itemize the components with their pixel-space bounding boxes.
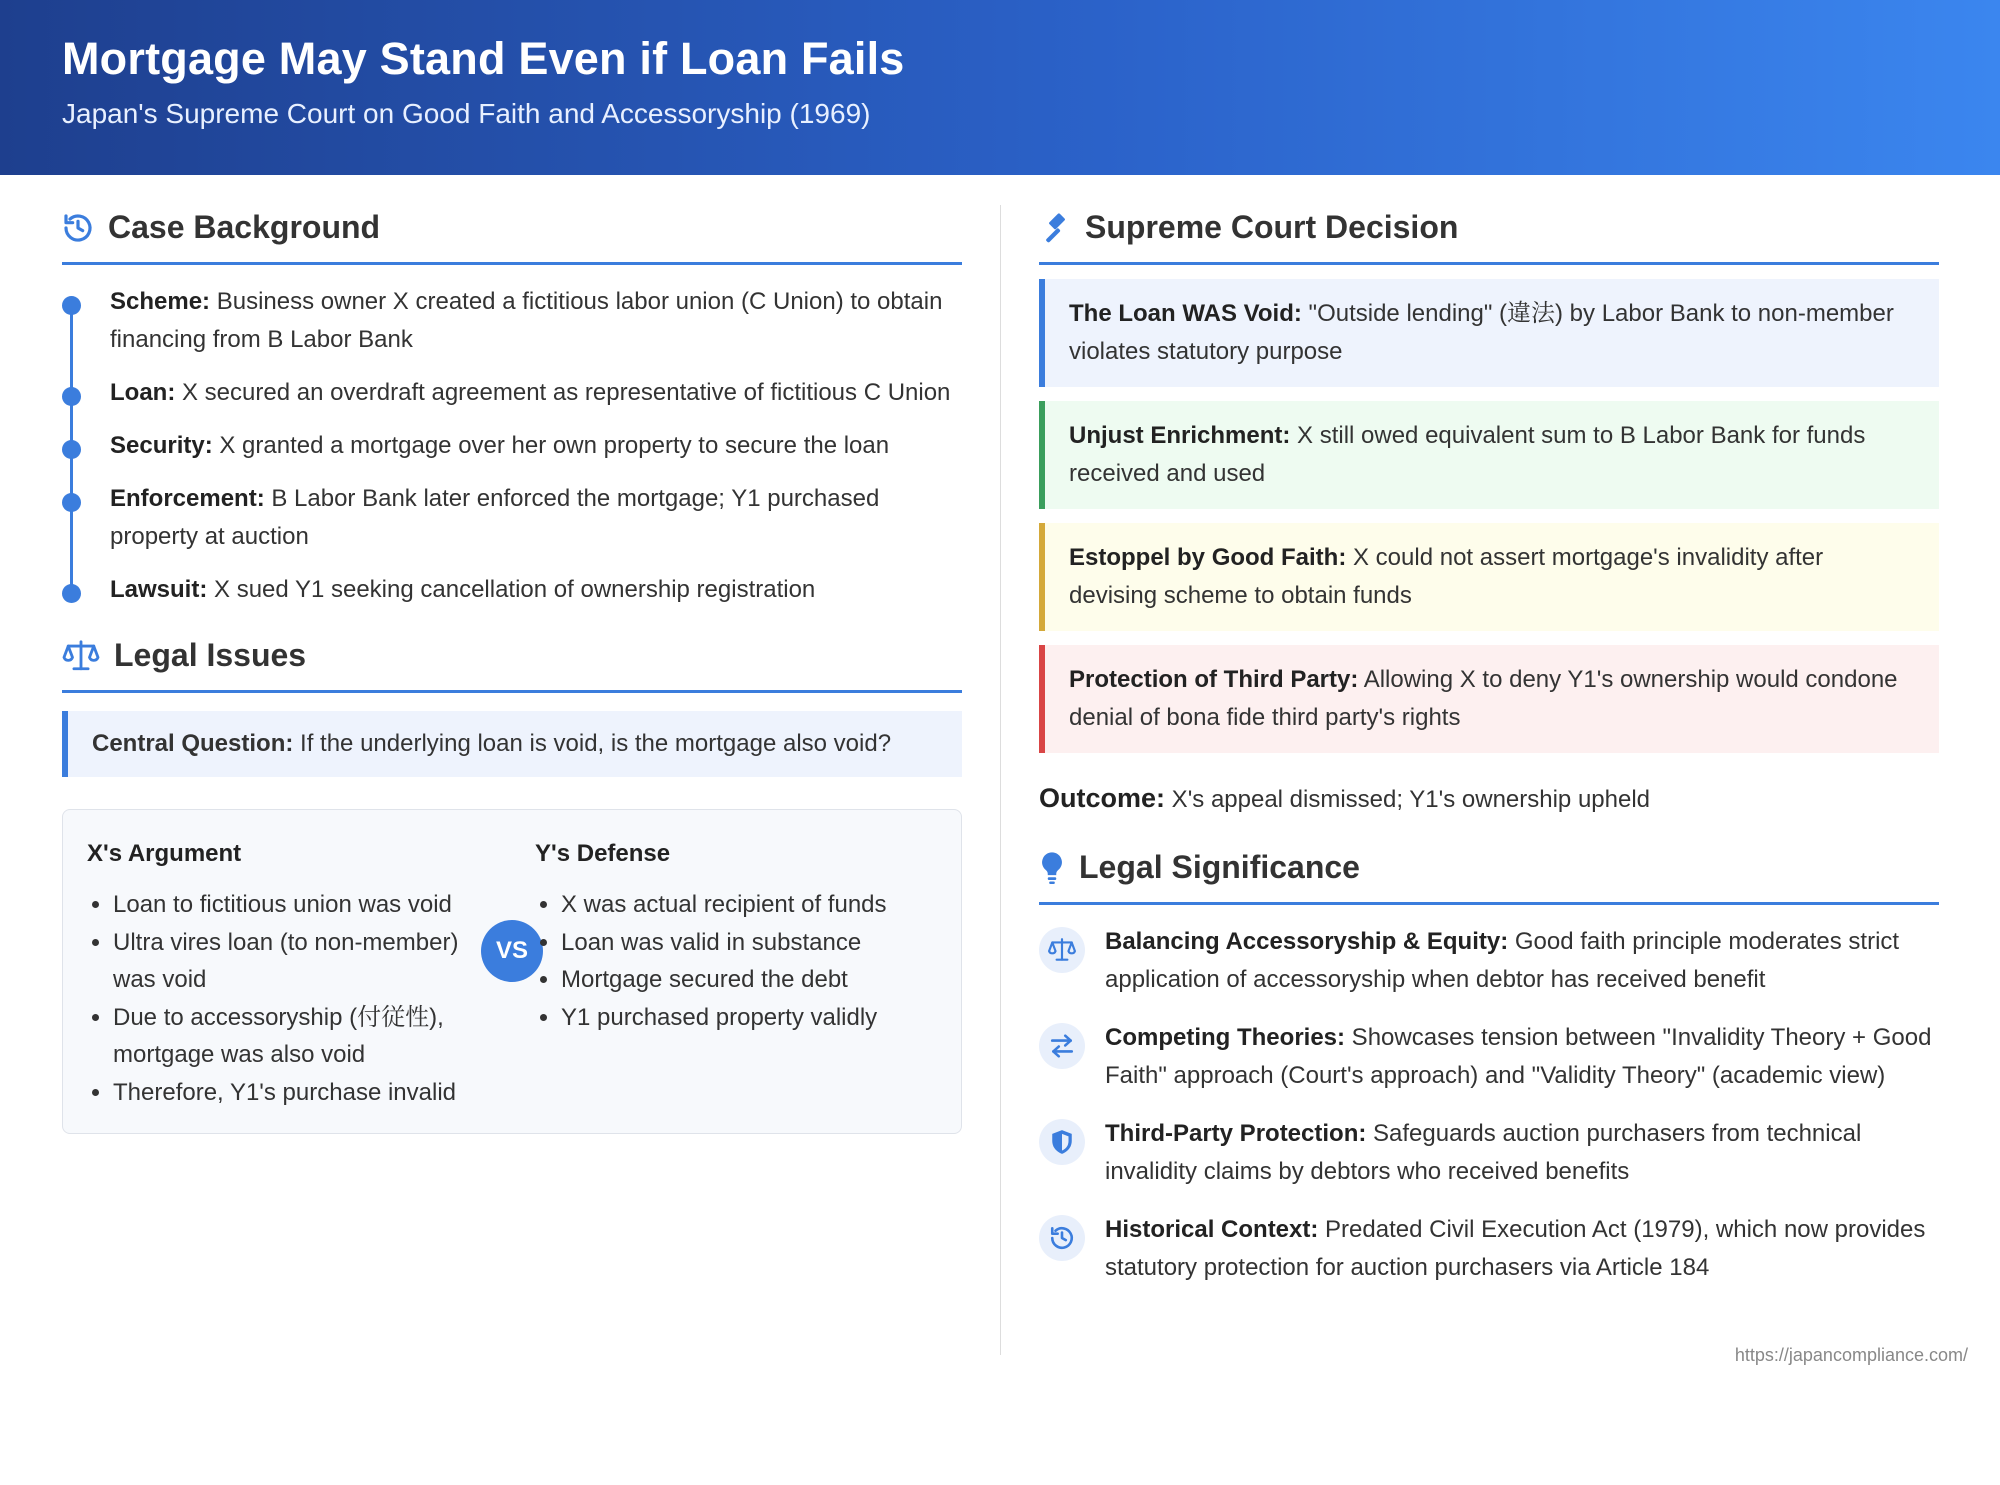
decision-label: Protection of Third Party: (1069, 666, 1359, 693)
significance-body: Predated Civil Execution Act (1979), which now provides statutory protection for auction purchasers via Article 184 (1105, 1216, 1926, 1281)
central-question-label: Central Question: (92, 730, 294, 757)
timeline-text: X granted a mortgage over her own property to secure the loan (212, 432, 890, 459)
right-column (1039, 205, 1939, 1307)
page-header (0, 0, 2000, 175)
arguments-comparison (62, 809, 962, 1134)
decision-text: X could not assert mortgage's invalidity after devising scheme to obtain funds (1069, 544, 1824, 609)
history-icon (62, 212, 94, 244)
significance-text (1105, 1019, 1939, 1095)
timeline-label: Scheme: (110, 288, 211, 315)
x-argument-heading: X's Argument (87, 840, 242, 867)
left-column (62, 205, 962, 1134)
timeline-label: Loan: (110, 379, 176, 406)
case-background-header (62, 205, 962, 265)
timeline-text: Business owner X created a fictitious labor union (C Union) to obtain financing from B Labor Bank (110, 288, 943, 353)
decision-header (1039, 205, 1939, 265)
x-argument-point: • Due to accessoryship (付従性), mortgage was also void (113, 999, 487, 1074)
outcome (1039, 779, 1939, 819)
history-icon (1039, 1215, 1085, 1261)
significance-item (1039, 1019, 1939, 1095)
central-question-text: If the underlying loan is void, is the mortgage also void? (293, 730, 892, 757)
exchange-icon (1039, 1023, 1085, 1069)
decision-label: The Loan WAS Void: (1069, 300, 1302, 327)
decision-box-loan-void (1039, 279, 1939, 387)
x-argument-point: • Loan to fictitious union was void (113, 886, 487, 924)
y-defense-point: • X was actual recipient of funds (561, 886, 935, 924)
main-content (0, 175, 2000, 1485)
y-defense-point: • Mortgage secured the debt (561, 961, 935, 999)
decision-label: Unjust Enrichment: (1069, 422, 1291, 449)
timeline-dot (62, 493, 81, 512)
significance-text (1105, 1115, 1939, 1191)
vs-badge: VS (481, 920, 543, 982)
background-timeline (62, 283, 962, 609)
y-defense-heading: Y's Defense (535, 840, 671, 867)
timeline-text: X secured an overdraft agreement as representative of fictitious C Union (175, 379, 951, 406)
timeline-item-enforcement (62, 480, 962, 556)
timeline-text: B Labor Bank later enforced the mortgage; Y1 purchased property at auction (110, 485, 880, 550)
timeline-item-lawsuit (62, 571, 962, 609)
page-title: Mortgage May Stand Even if Loan Fails (62, 33, 905, 84)
decision-title: Supreme Court Decision (1085, 209, 1459, 245)
decision-text: Allowing X to deny Y1's ownership would condone denial of bona fide third party's rights (1069, 666, 1898, 731)
timeline-dot (62, 440, 81, 459)
significance-body: Safeguards auction purchasers from technical invalidity claims by debtors who received benefits (1105, 1120, 1862, 1185)
timeline-dot (62, 296, 81, 315)
legal-issues-title: Legal Issues (114, 637, 307, 673)
timeline-item-scheme (62, 283, 962, 359)
significance-label: Balancing Accessoryship & Equity: (1105, 928, 1509, 955)
timeline-item-loan (62, 374, 962, 412)
decision-label: Estoppel by Good Faith: (1069, 544, 1347, 571)
x-argument-column (87, 834, 487, 1111)
significance-text (1105, 923, 1939, 999)
y-defense-column (535, 834, 935, 1036)
x-argument-point: • Ultra vires loan (to non-member) was void (113, 924, 487, 999)
scales-icon (1039, 927, 1085, 973)
column-divider (1000, 205, 1001, 1355)
page-subtitle: Japan's Supreme Court on Good Faith and Accessoryship (1969) (62, 98, 871, 129)
x-argument-point: • Therefore, Y1's purchase invalid (113, 1074, 487, 1112)
significance-title: Legal Significance (1079, 849, 1360, 885)
decision-text: X still owed equivalent sum to B Labor Bank for funds received and used (1069, 422, 1866, 487)
significance-label: Third-Party Protection: (1105, 1120, 1367, 1147)
significance-item (1039, 1115, 1939, 1191)
significance-header (1039, 845, 1939, 905)
source-url: https://japancompliance.com/ (1734, 1345, 1968, 1365)
outcome-label: Outcome: (1039, 783, 1166, 813)
legal-issues-header (62, 633, 962, 693)
shield-icon (1039, 1119, 1085, 1165)
decision-box-unjust-enrichment (1039, 401, 1939, 509)
outcome-text: X's appeal dismissed; Y1's ownership upheld (1165, 786, 1651, 813)
significance-list (1039, 923, 1939, 1287)
y-defense-point: • Loan was valid in substance (561, 924, 935, 962)
decision-box-estoppel (1039, 523, 1939, 631)
significance-text (1105, 1211, 1939, 1287)
timeline-label: Enforcement: (110, 485, 265, 512)
decision-text: "Outside lending" (違法) by Labor Bank to non-member violates statutory purpose (1069, 300, 1894, 365)
significance-label: Competing Theories: (1105, 1024, 1346, 1051)
decision-boxes (1039, 279, 1939, 753)
decision-box-third-party (1039, 645, 1939, 753)
case-background-title: Case Background (108, 209, 381, 245)
timeline-item-security (62, 427, 962, 465)
timeline-label: Lawsuit: (110, 576, 208, 603)
significance-item (1039, 1211, 1939, 1287)
y-defense-point: • Y1 purchased property validly (561, 999, 935, 1037)
lightbulb-icon (1039, 851, 1065, 885)
timeline-label: Security: (110, 432, 213, 459)
significance-item (1039, 923, 1939, 999)
timeline-dot (62, 584, 81, 603)
scales-icon (62, 639, 100, 673)
gavel-icon (1039, 212, 1071, 244)
timeline-dot (62, 387, 81, 406)
significance-body: Showcases tension between "Invalidity Theory + Good Faith" approach (Court's approach) and "Validity Theory" (academic view) (1105, 1024, 1932, 1089)
central-question-box (62, 711, 962, 777)
timeline-text: X sued Y1 seeking cancellation of ownership registration (207, 576, 816, 603)
significance-body: Good faith principle moderates strict application of accessoryship when debtor has received benefit (1105, 928, 1900, 993)
significance-label: Historical Context: (1105, 1216, 1319, 1243)
